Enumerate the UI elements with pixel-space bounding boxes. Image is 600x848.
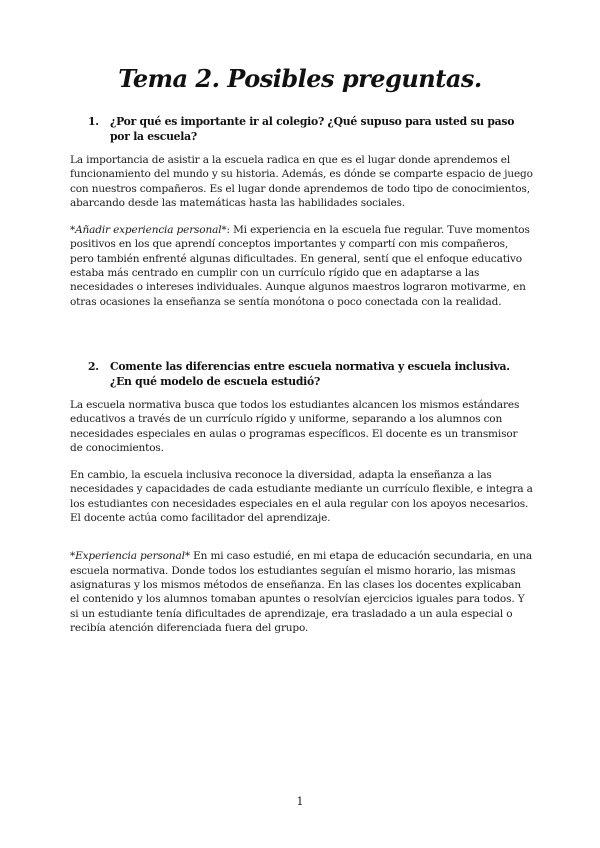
paragraph	[70, 223, 533, 309]
question-heading: ¿Por qué es importante ir al colegio? ¿Qué supuso para usted su paso por la escuela?	[110, 115, 515, 143]
paragraph-text: En mi caso estudié, en mi etapa de educación secundaria, en una escuela normativa. Donde todos los estudiantes seguían el mismo horario, las mismas asignaturas y los mismos métodos de enseñanza. En las clases los docentes explicaban el contenido y los alumnos tomaban apuntes o resolvían ejercicios iguales para todos. Y si un estudiante tenía dificultades de aprendizaje, era trasladado a un aula especial o recibía atención diferenciada fuera del grupo.	[70, 550, 533, 634]
paragraph	[70, 468, 533, 525]
question-heading: Comente las diferencias entre escuela normativa y escuela inclusiva. ¿En qué modelo de escuela estudió?	[110, 359, 510, 388]
paragraph	[70, 153, 533, 210]
question-item-2	[88, 359, 530, 389]
question-item-1	[88, 114, 530, 144]
paragraph-text: : Mi experiencia en la escuela fue regular. Tuve momentos positivos en los que aprendí conceptos importantes y compartí con mis compañeros, pero también enfrenté algunas dificultades. En general, sentí que el enfoque educativo estaba más centrado en cumplir con un currículo rígido que en adaptarse a las necesidades o intereses individuales. Aunque algunos maestros lograron motivarme, en otras ocasiones la enseñanza se sentía monótona o poco conectada con la realidad.	[70, 224, 530, 308]
question-number: 1.	[88, 115, 99, 128]
paragraph-lead: *Experiencia personal*	[70, 550, 190, 563]
question-number: 2.	[88, 359, 99, 373]
paragraph	[70, 549, 533, 635]
paragraph-text: La escuela normativa busca que todos los estudiantes alcancen los mismos estándares educativos a través de un currículo rígido y uniforme, separando a los alumnos con necesidades especiales en aulas o programas específicos. El docente es un transmisor de conocimientos.	[70, 398, 520, 454]
paragraph-lead: *Añadir experiencia personal*	[70, 224, 227, 237]
paragraph-text: La importancia de asistir a la escuela radica en que es el lugar donde aprendemos el funcionamiento del mundo y su historia. Además, es dónde se comparte espacio de juego con nuestros compañeros. Es el lugar donde aprendemos de todo tipo de conocimientos, abarcando desde las matemáticas hasta las habilidades sociales.	[70, 154, 533, 209]
page-number: 1	[296, 795, 304, 808]
paragraph	[70, 398, 533, 455]
document-title: Tema 2. Posibles preguntas.	[118, 64, 482, 93]
paragraph-text: En cambio, la escuela inclusiva reconoce la diversidad, adapta la enseñanza a las necesidades y capacidades de cada estudiante mediante un currículo flexible, e integra a los estudiantes con necesidades especiales en el aula regular con los apoyos necesarios. El docente actúa como facilitador del aprendizaje.	[70, 469, 533, 525]
